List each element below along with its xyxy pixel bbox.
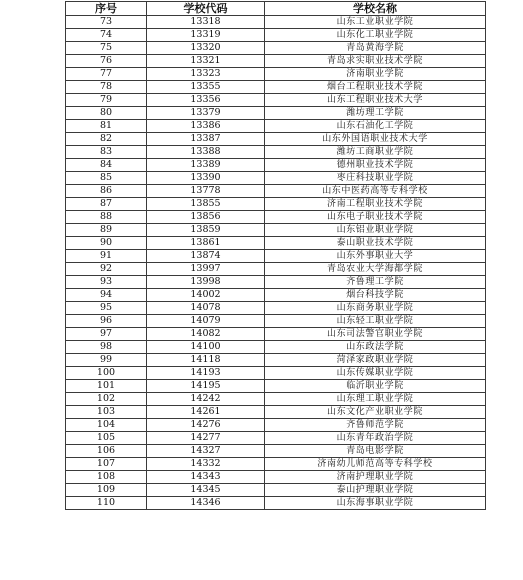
school-name-cell: 山东化工职业学院: [265, 29, 486, 42]
header-row: [66, 2, 486, 16]
school-code-cell: 13321: [147, 55, 265, 68]
school-name-cell: 济南护理职业学院: [265, 471, 486, 484]
serial-number-cell: 74: [66, 29, 147, 42]
school-name-cell: 山东石油化工学院: [265, 120, 486, 133]
table-row: [66, 120, 486, 133]
table-row: [66, 419, 486, 432]
school-name-cell: 潍坊工商职业学院: [265, 146, 486, 159]
table-row: [66, 380, 486, 393]
serial-number-cell: 103: [66, 406, 147, 419]
serial-number-cell: 92: [66, 263, 147, 276]
school-name-cell: 临沂职业学院: [265, 380, 486, 393]
school-name-cell: 烟台科技学院: [265, 289, 486, 302]
school-name-cell: 泰山职业技术学院: [265, 237, 486, 250]
table-row: [66, 406, 486, 419]
school-code-cell: 14082: [147, 328, 265, 341]
table-row: [66, 393, 486, 406]
serial-number-cell: 100: [66, 367, 147, 380]
serial-number-cell: 86: [66, 185, 147, 198]
school-code-cell: 14345: [147, 484, 265, 497]
table-row: [66, 94, 486, 107]
serial-number-cell: 76: [66, 55, 147, 68]
table-row: [66, 185, 486, 198]
serial-number-cell: 75: [66, 42, 147, 55]
school-name-cell: 山东海事职业学院: [265, 497, 486, 510]
serial-number-cell: 73: [66, 16, 147, 29]
school-code-cell: 13859: [147, 224, 265, 237]
table-row: [66, 133, 486, 146]
table-row: [66, 107, 486, 120]
school-name-cell: 泰山护理职业学院: [265, 484, 486, 497]
serial-number-cell: 107: [66, 458, 147, 471]
school-name-cell: 枣庄科技职业学院: [265, 172, 486, 185]
table-row: [66, 276, 486, 289]
school-code-cell: 14346: [147, 497, 265, 510]
school-name-cell: 青岛电影学院: [265, 445, 486, 458]
school-code-cell: 14327: [147, 445, 265, 458]
school-code-cell: 13319: [147, 29, 265, 42]
table-row: [66, 224, 486, 237]
serial-number-cell: 79: [66, 94, 147, 107]
serial-number-cell: 90: [66, 237, 147, 250]
school-code-cell: 13856: [147, 211, 265, 224]
school-code-cell: 14195: [147, 380, 265, 393]
serial-number-cell: 80: [66, 107, 147, 120]
school-code-cell: 13320: [147, 42, 265, 55]
school-code-cell: 14100: [147, 341, 265, 354]
serial-number-cell: 108: [66, 471, 147, 484]
table-row: [66, 250, 486, 263]
table-row: [66, 289, 486, 302]
school-name-cell: 山东轻工职业学院: [265, 315, 486, 328]
serial-number-cell: 109: [66, 484, 147, 497]
school-code-cell: 13323: [147, 68, 265, 81]
school-name-cell: 山东外事职业大学: [265, 250, 486, 263]
table-row: [66, 315, 486, 328]
school-name-cell: 济南工程职业技术学院: [265, 198, 486, 211]
school-name-cell: 山东文化产业职业学院: [265, 406, 486, 419]
table-body: [66, 16, 486, 510]
header-serial-number: 序号: [66, 2, 147, 16]
serial-number-cell: 97: [66, 328, 147, 341]
table-row: [66, 471, 486, 484]
school-code-cell: 13389: [147, 159, 265, 172]
school-code-cell: 13318: [147, 16, 265, 29]
school-code-cell: 14242: [147, 393, 265, 406]
school-name-cell: 山东外国语职业技术大学: [265, 133, 486, 146]
school-code-cell: 13390: [147, 172, 265, 185]
school-name-cell: 山东政法学院: [265, 341, 486, 354]
school-name-cell: 青岛农业大学海都学院: [265, 263, 486, 276]
table-row: [66, 29, 486, 42]
serial-number-cell: 78: [66, 81, 147, 94]
school-name-cell: 山东电子职业技术学院: [265, 211, 486, 224]
school-code-cell: 13855: [147, 198, 265, 211]
serial-number-cell: 98: [66, 341, 147, 354]
school-name-cell: 济南幼儿师范高等专科学校: [265, 458, 486, 471]
serial-number-cell: 94: [66, 289, 147, 302]
serial-number-cell: 81: [66, 120, 147, 133]
serial-number-cell: 82: [66, 133, 147, 146]
school-code-cell: 13356: [147, 94, 265, 107]
serial-number-cell: 84: [66, 159, 147, 172]
school-code-cell: 13778: [147, 185, 265, 198]
serial-number-cell: 83: [66, 146, 147, 159]
school-name-cell: 青岛求实职业技术学院: [265, 55, 486, 68]
table-row: [66, 354, 486, 367]
school-name-cell: 山东中医药高等专科学校: [265, 185, 486, 198]
school-code-cell: 13379: [147, 107, 265, 120]
school-name-cell: 山东工程职业技术大学: [265, 94, 486, 107]
serial-number-cell: 93: [66, 276, 147, 289]
table-row: [66, 237, 486, 250]
serial-number-cell: 88: [66, 211, 147, 224]
table-row: [66, 159, 486, 172]
school-name-cell: 济南职业学院: [265, 68, 486, 81]
school-code-cell: 14332: [147, 458, 265, 471]
serial-number-cell: 85: [66, 172, 147, 185]
serial-number-cell: 96: [66, 315, 147, 328]
table-row: [66, 328, 486, 341]
serial-number-cell: 99: [66, 354, 147, 367]
school-name-cell: 齐鲁师范学院: [265, 419, 486, 432]
serial-number-cell: 89: [66, 224, 147, 237]
serial-number-cell: 95: [66, 302, 147, 315]
table-row: [66, 16, 486, 29]
school-name-cell: 烟台工程职业技术学院: [265, 81, 486, 94]
serial-number-cell: 91: [66, 250, 147, 263]
school-code-cell: 14118: [147, 354, 265, 367]
school-code-cell: 14276: [147, 419, 265, 432]
school-code-cell: 13386: [147, 120, 265, 133]
table-row: [66, 198, 486, 211]
school-name-cell: 德州职业技术学院: [265, 159, 486, 172]
table-row: [66, 367, 486, 380]
table-row: [66, 172, 486, 185]
table-row: [66, 302, 486, 315]
school-code-cell: 14277: [147, 432, 265, 445]
school-code-cell: 13388: [147, 146, 265, 159]
school-code-cell: 13997: [147, 263, 265, 276]
header-school-name: 学校名称: [265, 2, 486, 16]
school-code-cell: 13861: [147, 237, 265, 250]
serial-number-cell: 77: [66, 68, 147, 81]
serial-number-cell: 102: [66, 393, 147, 406]
school-code-cell: 13355: [147, 81, 265, 94]
school-name-cell: 齐鲁理工学院: [265, 276, 486, 289]
school-name-cell: 潍坊理工学院: [265, 107, 486, 120]
table-row: [66, 42, 486, 55]
school-code-cell: 14079: [147, 315, 265, 328]
school-code-cell: 13874: [147, 250, 265, 263]
school-code-cell: 13998: [147, 276, 265, 289]
school-name-cell: 山东商务职业学院: [265, 302, 486, 315]
table-row: [66, 445, 486, 458]
table-row: [66, 55, 486, 68]
school-code-cell: 14002: [147, 289, 265, 302]
table-row: [66, 484, 486, 497]
serial-number-cell: 105: [66, 432, 147, 445]
school-name-cell: 山东理工职业学院: [265, 393, 486, 406]
table-row: [66, 458, 486, 471]
school-name-cell: 山东工业职业学院: [265, 16, 486, 29]
school-name-cell: 山东传媒职业学院: [265, 367, 486, 380]
serial-number-cell: 110: [66, 497, 147, 510]
serial-number-cell: 101: [66, 380, 147, 393]
table-row: [66, 263, 486, 276]
school-code-cell: 14261: [147, 406, 265, 419]
table-row: [66, 497, 486, 510]
school-code-cell: 13387: [147, 133, 265, 146]
table-row: [66, 432, 486, 445]
serial-number-cell: 104: [66, 419, 147, 432]
table-row: [66, 211, 486, 224]
school-list-table: [65, 1, 486, 510]
school-name-cell: 山东司法警官职业学院: [265, 328, 486, 341]
table-row: [66, 81, 486, 94]
school-name-cell: 菏泽家政职业学院: [265, 354, 486, 367]
school-code-cell: 14343: [147, 471, 265, 484]
school-code-cell: 14078: [147, 302, 265, 315]
serial-number-cell: 106: [66, 445, 147, 458]
table-row: [66, 341, 486, 354]
school-name-cell: 山东青年政治学院: [265, 432, 486, 445]
table-row: [66, 146, 486, 159]
school-name-cell: 山东铝业职业学院: [265, 224, 486, 237]
header-school-code: 学校代码: [147, 2, 265, 16]
school-code-cell: 14193: [147, 367, 265, 380]
school-name-cell: 青岛黄海学院: [265, 42, 486, 55]
table-row: [66, 68, 486, 81]
serial-number-cell: 87: [66, 198, 147, 211]
